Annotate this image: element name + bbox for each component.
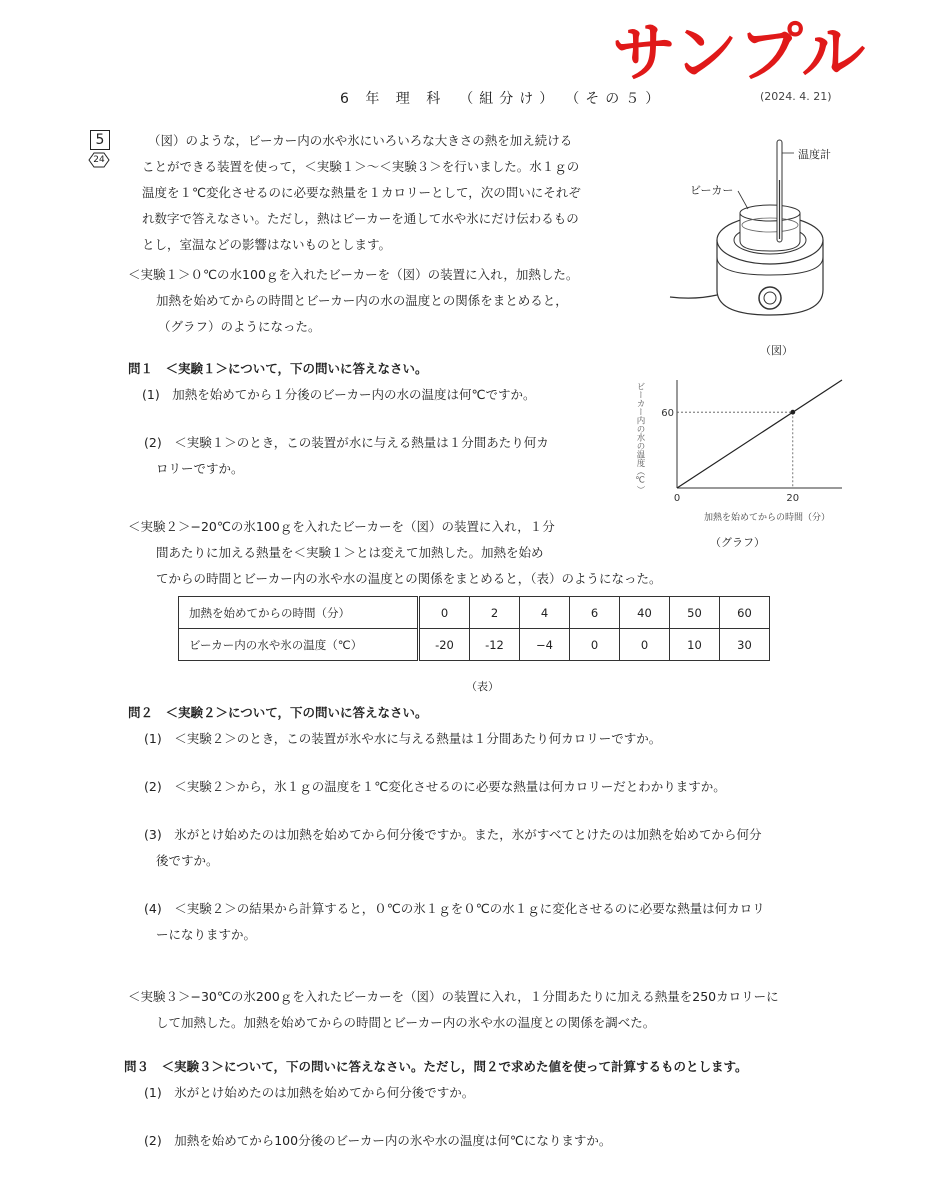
y-axis-label: ビーカー内の水の温度（℃） — [635, 382, 645, 494]
question3-heading: 問３ ＜実験３＞について，下の問いに答えなさい。ただし，問２で求めた値を使って計算するものとします。 — [124, 1059, 748, 1074]
x-tick-label-20: 20 — [786, 493, 800, 504]
thermometer-label: 温度計 — [798, 148, 831, 161]
table-row-header: ビーカー内の水や氷の温度（℃） — [179, 629, 419, 661]
question2-item3: (3) 氷がとけ始めたのは加熱を始めてから何分後ですか。また，氷がすべてとけたのは加熱を始めてから何分 — [144, 827, 762, 842]
experiment1-paragraph: ＜実験１＞０℃の水100ｇを入れたビーカーを（図）の装置に入れ，加熱した。 加熱を始めてからの時間とビーカー内の水の温度との関係をまとめると， （グラフ）のようになった。 — [128, 267, 579, 334]
table-cell: 6 — [570, 597, 620, 629]
experiment3-paragraph: ＜実験３＞−30℃の氷200ｇを入れたビーカーを（図）の装置に入れ，１分間あたりに加える熱量を250カロリーに して加熱した。加熱を始めてからの時間とビーカー内の氷や水の温度との関係を調べた。 — [128, 989, 779, 1030]
question1-block: 問１ ＜実験１＞について，下の問いに答えなさい。 (1) 加熱を始めてから１分後のビーカー内の水の温度は何℃ですか。 (2) ＜実験１＞のとき，この装置が水に与える熱量は１分間あたり何カ ロリーですか。 — [128, 356, 549, 482]
table-row — [179, 629, 770, 661]
table-row-header: 加熱を始めてからの時間（分） — [179, 597, 419, 629]
table-cell: 40 — [620, 597, 670, 629]
table-cell: 2 — [470, 597, 520, 629]
question1-heading: 問１ ＜実験１＞について，下の問いに答えなさい。 — [128, 361, 428, 376]
origin-tick-label: 0 — [673, 493, 681, 504]
question3-block — [124, 1054, 748, 1154]
temperature-line — [677, 380, 842, 488]
x-axis-label: 加熱を始めてからの時間（分） — [703, 513, 831, 523]
table-cell: 10 — [670, 629, 720, 661]
table-cell: 30 — [720, 629, 770, 661]
question2-block: 問２ ＜実験２＞について，下の問いに答えなさい。 (1) ＜実験２＞のとき，この装置が氷や水に与える熱量は１分間あたり何カロリーですか。 (2) ＜実験２＞から，氷１ｇの温度を１℃変化させるのに必要な熱量は何カロリーだとわかりますか。 (3) 氷がとけ始めたのは加熱を始めてから何分後ですか。また，氷がすべてとけたのは加熱を始めてから何分 後ですか。 (4) ＜実験２＞の結果から計算すると，０℃の氷１ｇを０℃の水１ｇに変化させるのに必要な熱量は何カロリ ーになりますか。 — [128, 700, 765, 948]
question3-item2: (2) 加熱を始めてから100分後のビーカー内の氷や水の温度は何℃になりますか。 — [144, 1133, 612, 1148]
apparatus-figure — [660, 135, 860, 345]
intro-paragraph: （図）のような，ビーカー内の水や氷にいろいろな大きさの熱を加え続ける ことができる装置を使って，＜実験１＞〜＜実験３＞を行いました。水１ｇの 温度を１℃変化させるのに必要な熱量を１カロリーとして，次の問いにそれぞ れ数字で答えなさい。ただし，熱はビーカーを通して水や氷にだけ伝わるもの とし，室温などの影響はないものとします。 — [142, 133, 581, 252]
question-subnumber: 24 — [88, 152, 110, 168]
question2-item4: (4) ＜実験２＞の結果から計算すると，０℃の氷１ｇを０℃の水１ｇに変化させるのに必要な熱量は何カロリ — [144, 901, 765, 916]
table-cell: 0 — [419, 597, 470, 629]
graph-caption: （グラフ） — [710, 536, 765, 549]
question1-item2: (2) ＜実験１＞のとき，この装置が水に与える熱量は１分間あたり何カ — [144, 435, 549, 450]
sample-watermark: サンプル — [612, 17, 867, 91]
table-cell: -20 — [419, 629, 470, 661]
question2-item1: (1) ＜実験２＞のとき，この装置が氷や水に与える熱量は１分間あたり何カロリーですか。 — [144, 731, 662, 746]
experiment2-paragraph: ＜実験２＞−20℃の氷100ｇを入れたビーカーを（図）の装置に入れ，１分 間あたりに加える熱量を＜実験１＞とは変えて加熱した。加熱を始め てからの時間とビーカー内の氷や水の温度との関係をまとめると，（表）のようになった。 — [128, 519, 662, 586]
figure-caption: （図） — [760, 344, 793, 357]
question1-item1: (1) 加熱を始めてから１分後のビーカー内の水の温度は何℃ですか。 — [142, 387, 536, 402]
question3-item1: (1) 氷がとけ始めたのは加熱を始めてから何分後ですか。 — [144, 1085, 475, 1100]
table-cell: 0 — [620, 629, 670, 661]
table-cell: −4 — [520, 629, 570, 661]
results-table — [178, 596, 770, 661]
page-title: 6 年 理 科 （組分け） （その５） — [340, 91, 666, 107]
table-cell: 60 — [720, 597, 770, 629]
highlight-point — [790, 410, 795, 415]
table-cell: 50 — [670, 597, 720, 629]
table-cell: 0 — [570, 629, 620, 661]
y-tick-label-60: 60 — [661, 408, 674, 420]
table-cell: -12 — [470, 629, 520, 661]
table-row — [179, 597, 770, 629]
question2-heading: 問２ ＜実験２＞について，下の問いに答えなさい。 — [128, 705, 428, 720]
question-number: 5 — [90, 130, 110, 150]
exam-date: (2024. 4. 21) — [760, 90, 832, 103]
beaker-label: ビーカー — [690, 184, 734, 197]
table-caption: （表） — [466, 680, 499, 693]
table-cell: 4 — [520, 597, 570, 629]
question2-item2: (2) ＜実験２＞から，氷１ｇの温度を１℃変化させるのに必要な熱量は何カロリーだとわかりますか。 — [144, 779, 726, 794]
